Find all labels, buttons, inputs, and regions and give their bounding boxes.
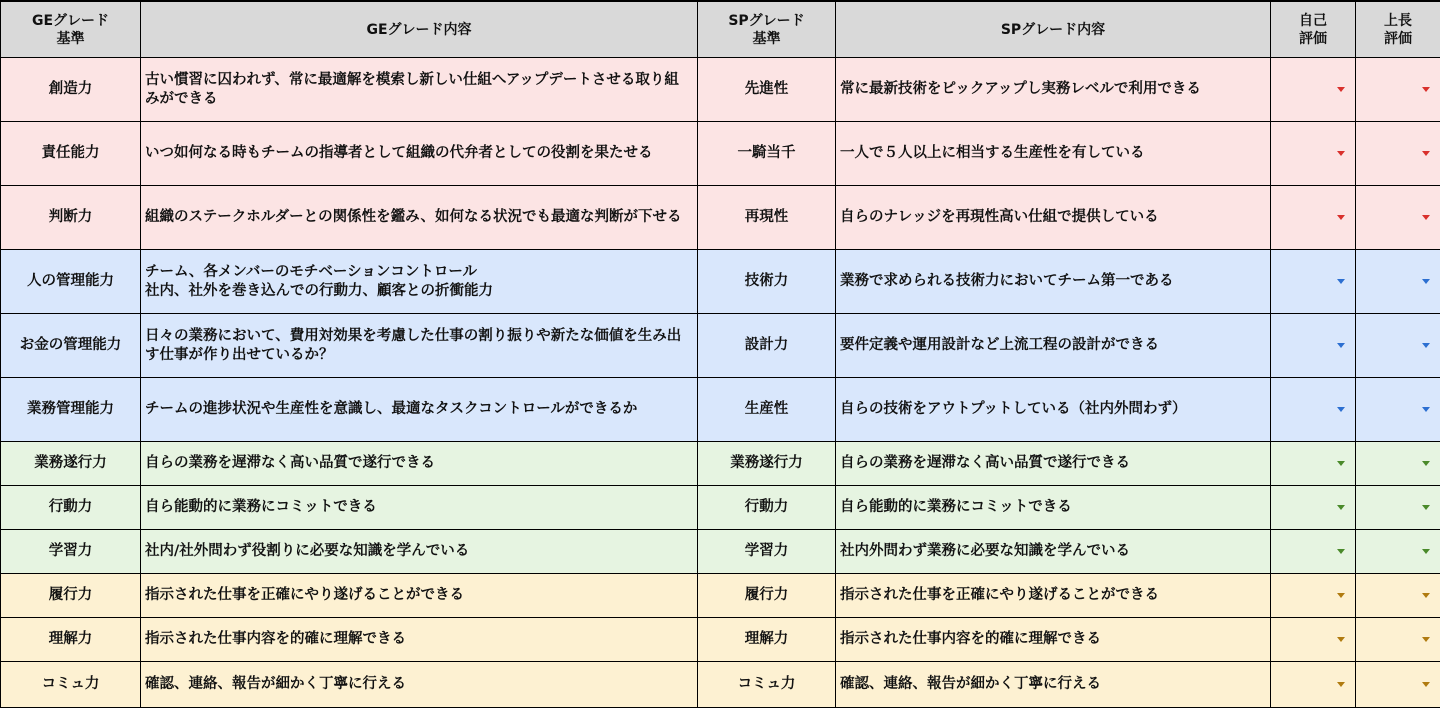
- header-self-eval: 自己 評価: [1271, 1, 1356, 58]
- sp-content-cell: 自らのナレッジを再現性高い仕組で提供している: [836, 186, 1271, 250]
- dropdown-arrow-icon[interactable]: [1422, 593, 1430, 598]
- table-row: [1, 58, 1440, 122]
- ge-criteria-cell: 理解力: [1, 618, 141, 662]
- self-eval-dropdown[interactable]: [1271, 662, 1356, 708]
- sp-criteria-cell: 生産性: [698, 378, 836, 442]
- sp-criteria-cell: 履行力: [698, 574, 836, 618]
- dropdown-arrow-icon[interactable]: [1422, 505, 1430, 510]
- sp-criteria-cell: 設計力: [698, 314, 836, 378]
- self-eval-dropdown[interactable]: [1271, 186, 1356, 250]
- dropdown-arrow-icon[interactable]: [1422, 407, 1430, 412]
- header-ge-criteria: GEグレード 基準: [1, 1, 141, 58]
- dropdown-arrow-icon[interactable]: [1337, 505, 1345, 510]
- dropdown-arrow-icon[interactable]: [1422, 637, 1430, 642]
- dropdown-arrow-icon[interactable]: [1337, 343, 1345, 348]
- dropdown-arrow-icon[interactable]: [1422, 87, 1430, 92]
- header-boss-eval: 上長 評価: [1356, 1, 1440, 58]
- table-row: [1, 574, 1440, 618]
- table-row: [1, 186, 1440, 250]
- dropdown-arrow-icon[interactable]: [1337, 461, 1345, 466]
- boss-eval-dropdown[interactable]: [1356, 186, 1440, 250]
- dropdown-arrow-icon[interactable]: [1337, 682, 1345, 687]
- ge-content-cell: 自らの業務を遅滞なく高い品質で遂行できる: [141, 442, 698, 486]
- boss-eval-dropdown[interactable]: [1356, 530, 1440, 574]
- table-row: [1, 530, 1440, 574]
- self-eval-dropdown[interactable]: [1271, 314, 1356, 378]
- sp-content-cell: 確認、連絡、報告が細かく丁寧に行える: [836, 662, 1271, 708]
- self-eval-dropdown[interactable]: [1271, 618, 1356, 662]
- ge-criteria-cell: 人の管理能力: [1, 250, 141, 314]
- ge-content-cell: いつ如何なる時もチームの指導者として組織の代弁者としての役割を果たせる: [141, 122, 698, 186]
- dropdown-arrow-icon[interactable]: [1422, 461, 1430, 466]
- dropdown-arrow-icon[interactable]: [1422, 151, 1430, 156]
- sp-criteria-cell: コミュ力: [698, 662, 836, 708]
- sp-content-cell: 自らの業務を遅滞なく高い品質で遂行できる: [836, 442, 1271, 486]
- dropdown-arrow-icon[interactable]: [1422, 279, 1430, 284]
- sp-content-cell: 一人で５人以上に相当する生産性を有している: [836, 122, 1271, 186]
- header-row: [1, 1, 1440, 58]
- header-ge-content: GEグレード内容: [141, 1, 698, 58]
- self-eval-dropdown[interactable]: [1271, 378, 1356, 442]
- dropdown-arrow-icon[interactable]: [1422, 343, 1430, 348]
- sp-content-cell: 要件定義や運用設計など上流工程の設計ができる: [836, 314, 1271, 378]
- self-eval-dropdown[interactable]: [1271, 486, 1356, 530]
- boss-eval-dropdown[interactable]: [1356, 250, 1440, 314]
- dropdown-arrow-icon[interactable]: [1337, 279, 1345, 284]
- boss-eval-dropdown[interactable]: [1356, 122, 1440, 186]
- self-eval-dropdown[interactable]: [1271, 442, 1356, 486]
- table-row: [1, 122, 1440, 186]
- ge-criteria-cell: 行動力: [1, 486, 141, 530]
- dropdown-arrow-icon[interactable]: [1337, 215, 1345, 220]
- ge-criteria-cell: お金の管理能力: [1, 314, 141, 378]
- table-row: [1, 378, 1440, 442]
- boss-eval-dropdown[interactable]: [1356, 662, 1440, 708]
- ge-criteria-cell: 創造力: [1, 58, 141, 122]
- sp-content-cell: 常に最新技術をピックアップし実務レベルで利用できる: [836, 58, 1271, 122]
- ge-criteria-cell: コミュ力: [1, 662, 141, 708]
- dropdown-arrow-icon[interactable]: [1422, 549, 1430, 554]
- dropdown-arrow-icon[interactable]: [1337, 637, 1345, 642]
- dropdown-arrow-icon[interactable]: [1337, 407, 1345, 412]
- boss-eval-dropdown[interactable]: [1356, 442, 1440, 486]
- ge-content-cell: 指示された仕事内容を的確に理解できる: [141, 618, 698, 662]
- table-row: [1, 250, 1440, 314]
- table-row: [1, 618, 1440, 662]
- sp-criteria-cell: 理解力: [698, 618, 836, 662]
- self-eval-dropdown[interactable]: [1271, 574, 1356, 618]
- ge-content-cell: 指示された仕事を正確にやり遂げることができる: [141, 574, 698, 618]
- boss-eval-dropdown[interactable]: [1356, 58, 1440, 122]
- sp-content-cell: 指示された仕事を正確にやり遂げることができる: [836, 574, 1271, 618]
- dropdown-arrow-icon[interactable]: [1422, 215, 1430, 220]
- sp-criteria-cell: 行動力: [698, 486, 836, 530]
- boss-eval-dropdown[interactable]: [1356, 378, 1440, 442]
- sp-content-cell: 指示された仕事内容を的確に理解できる: [836, 618, 1271, 662]
- ge-content-cell: チーム、各メンバーのモチベーションコントロール 社内、社外を巻き込んでの行動力、顧客との折衝能力: [141, 250, 698, 314]
- ge-content-cell: チームの進捗状況や生産性を意識し、最適なタスクコントロールができるか: [141, 378, 698, 442]
- sp-criteria-cell: 一騎当千: [698, 122, 836, 186]
- self-eval-dropdown[interactable]: [1271, 250, 1356, 314]
- sp-criteria-cell: 業務遂行力: [698, 442, 836, 486]
- sp-criteria-cell: 学習力: [698, 530, 836, 574]
- sp-content-cell: 社内外問わず業務に必要な知識を学んでいる: [836, 530, 1271, 574]
- ge-criteria-cell: 責任能力: [1, 122, 141, 186]
- table-row: [1, 662, 1440, 708]
- ge-content-cell: 日々の業務において、費用対効果を考慮した仕事の割り振りや新たな価値を生み出す仕事が作り出せているか？: [141, 314, 698, 378]
- boss-eval-dropdown[interactable]: [1356, 314, 1440, 378]
- boss-eval-dropdown[interactable]: [1356, 574, 1440, 618]
- ge-content-cell: 古い慣習に囚われず、常に最適解を模索し新しい仕組へアップデートさせる取り組みができる: [141, 58, 698, 122]
- dropdown-arrow-icon[interactable]: [1337, 549, 1345, 554]
- ge-criteria-cell: 判断力: [1, 186, 141, 250]
- ge-criteria-cell: 業務遂行力: [1, 442, 141, 486]
- dropdown-arrow-icon[interactable]: [1337, 151, 1345, 156]
- sp-criteria-cell: 先進性: [698, 58, 836, 122]
- table-row: [1, 442, 1440, 486]
- table-row: [1, 486, 1440, 530]
- ge-content-cell: 組織のステークホルダーとの関係性を鑑み、如何なる状況でも最適な判断が下せる: [141, 186, 698, 250]
- dropdown-arrow-icon[interactable]: [1337, 593, 1345, 598]
- sp-content-cell: 自ら能動的に業務にコミットできる: [836, 486, 1271, 530]
- ge-criteria-cell: 学習力: [1, 530, 141, 574]
- boss-eval-dropdown[interactable]: [1356, 486, 1440, 530]
- sp-content-cell: 業務で求められる技術力においてチーム第一である: [836, 250, 1271, 314]
- self-eval-dropdown[interactable]: [1271, 122, 1356, 186]
- header-sp-criteria: SPグレード 基準: [698, 1, 836, 58]
- ge-criteria-cell: 業務管理能力: [1, 378, 141, 442]
- ge-content-cell: 自ら能動的に業務にコミットできる: [141, 486, 698, 530]
- header-sp-content: SPグレード内容: [836, 1, 1271, 58]
- self-eval-dropdown[interactable]: [1271, 58, 1356, 122]
- dropdown-arrow-icon[interactable]: [1337, 87, 1345, 92]
- table-row: [1, 314, 1440, 378]
- ge-content-cell: 社内/社外問わず役割りに必要な知識を学んでいる: [141, 530, 698, 574]
- sp-criteria-cell: 技術力: [698, 250, 836, 314]
- sp-criteria-cell: 再現性: [698, 186, 836, 250]
- self-eval-dropdown[interactable]: [1271, 530, 1356, 574]
- sp-content-cell: 自らの技術をアウトプットしている（社内外問わず）: [836, 378, 1271, 442]
- ge-content-cell: 確認、連絡、報告が細かく丁寧に行える: [141, 662, 698, 708]
- boss-eval-dropdown[interactable]: [1356, 618, 1440, 662]
- ge-criteria-cell: 履行力: [1, 574, 141, 618]
- dropdown-arrow-icon[interactable]: [1422, 682, 1430, 687]
